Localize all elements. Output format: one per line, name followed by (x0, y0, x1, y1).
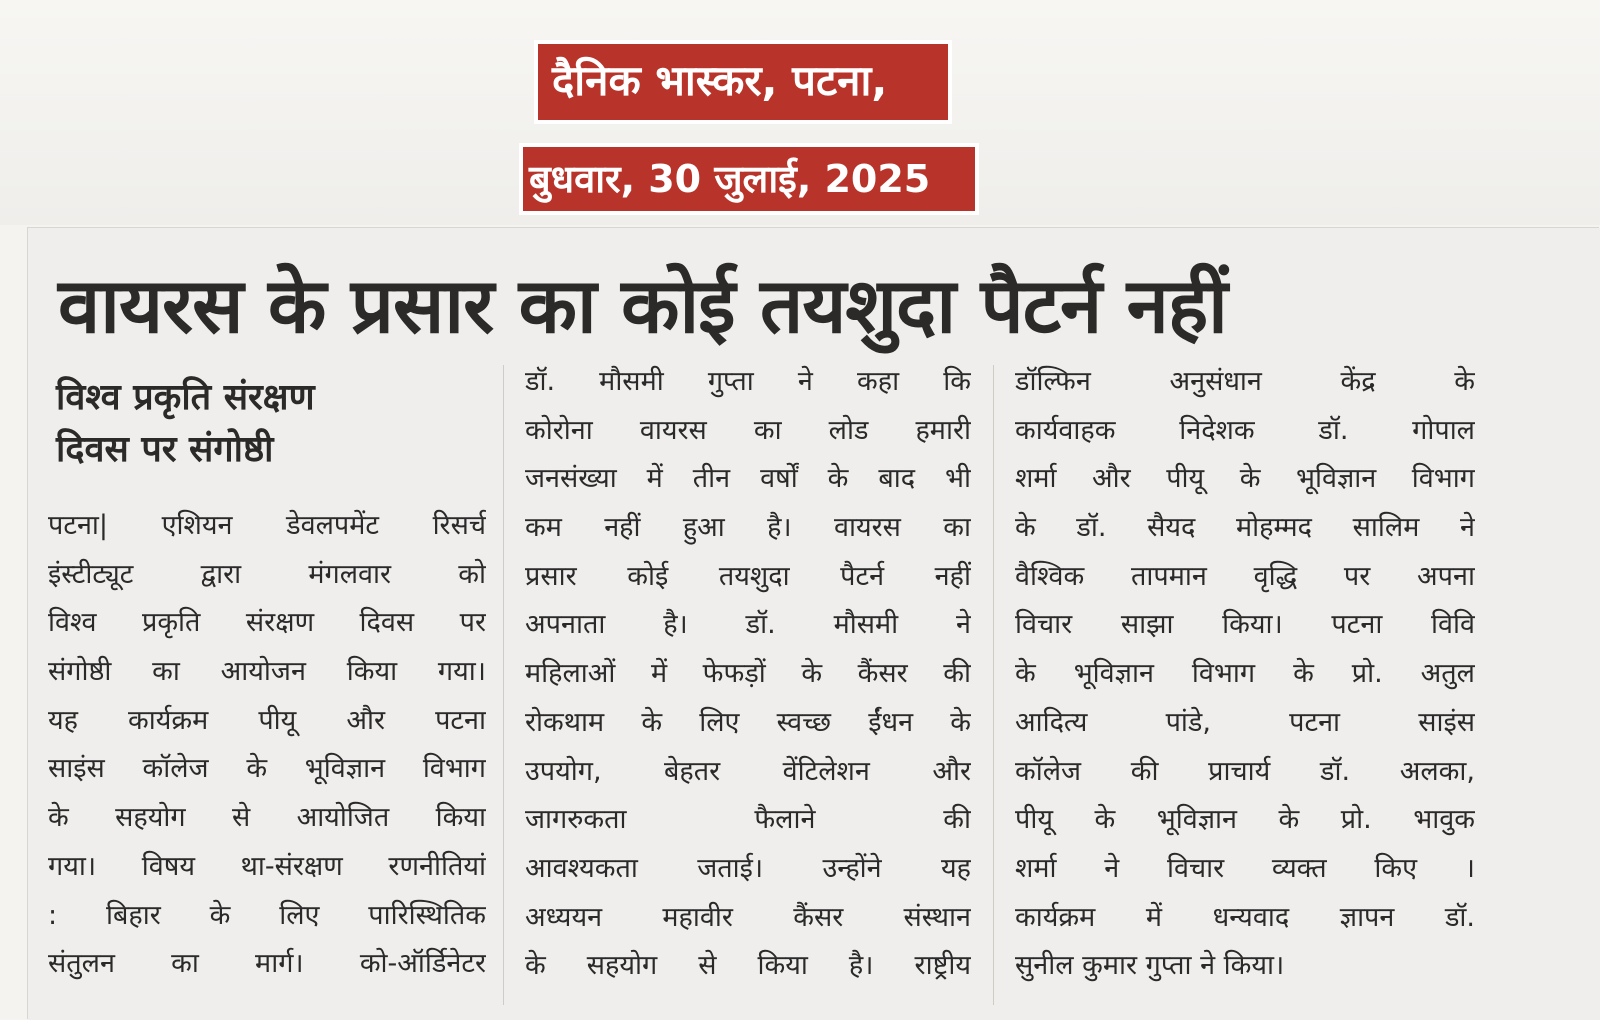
article-column-3 (1015, 358, 1475, 991)
text-line: यह कार्यक्रम पीयू और पटना (48, 704, 486, 736)
text-line: आदित्य पांडे, पटना साइंस (1015, 706, 1475, 738)
text-line: कार्यवाहक निदेशक डॉ. गोपाल (1015, 414, 1475, 446)
text-line: कॉलेज की प्राचार्य डॉ. अलका, (1015, 755, 1475, 787)
text-line: महिलाओं में फेफड़ों के कैंसर की (525, 658, 971, 690)
article-subheadline (56, 372, 496, 476)
text-line: डॉ. मौसमी गुप्ता ने कहा कि (525, 366, 971, 397)
text-line: सुनील कुमार गुप्ता ने किया। (1015, 950, 1285, 982)
text-line: के सहयोग से आयोजित किया (48, 802, 486, 834)
text-line: साइंस कॉलेज के भूविज्ञान विभाग (48, 753, 486, 785)
text-line: के डॉ. सैयद मोहम्मद सालिम ने (1015, 512, 1475, 544)
text-line: के सहयोग से किया है। राष्ट्रीय (525, 950, 971, 982)
text-line: : बिहार के लिए पारिस्थितिक (48, 899, 486, 931)
text-line: डॉल्फिन अनुसंधान केंद्र के (1015, 366, 1475, 397)
text-line: पीयू के भूविज्ञान के प्रो. भावुक (1015, 804, 1475, 836)
subheadline-line: दिवस पर संगोष्ठी (56, 429, 274, 470)
text-line: विचार साझा किया। पटना विवि (1015, 609, 1475, 641)
text-line: के भूविज्ञान विभाग के प्रो. अतुल (1015, 658, 1475, 690)
article-column-1 (48, 502, 486, 989)
newspaper-name-label: दैनिक भास्कर, पटना, (538, 44, 948, 120)
subheadline-line: विश्व प्रकृति संरक्षण (56, 377, 315, 418)
text-line: अध्ययन महावीर कैंसर संस्थान (525, 901, 971, 933)
column-divider (503, 365, 504, 1005)
column-divider (993, 365, 994, 1005)
text-line: संगोष्ठी का आयोजन किया गया। (48, 656, 486, 688)
text-line: प्रसार कोई तयशुदा पैटर्न नहीं (525, 560, 971, 592)
text-line: जनसंख्या में तीन वर्षों के बाद भी (525, 463, 971, 495)
text-line: उपयोग, बेहतर वेंटिलेशन और (525, 755, 971, 787)
text-line: कम नहीं हुआ है। वायरस का (525, 512, 971, 544)
text-line: वैश्विक तापमान वृद्धि पर अपना (1015, 560, 1475, 592)
text-line: शर्मा ने विचार व्यक्त किए । (1015, 852, 1475, 884)
text-line: इंस्टीट्यूट द्वारा मंगलवार को (48, 558, 486, 590)
article-column-2 (525, 358, 971, 991)
text-line: शर्मा और पीयू के भूविज्ञान विभाग (1015, 463, 1475, 495)
text-line: आवश्यकता जताई। उन्होंने यह (525, 852, 971, 884)
text-line: पटना| एशियन डेवलपमेंट रिसर्च (48, 510, 486, 541)
text-line: संतुलन का मार्ग। को-ऑर्डिनेटर (48, 948, 486, 980)
article-headline: वायरस के प्रसार का कोई तयशुदा पैटर्न नहीं (58, 261, 1227, 350)
text-line: रोकथाम के लिए स्वच्छ ईंधन के (525, 706, 971, 738)
text-line: गया। विषय था-संरक्षण रणनीतियां (48, 850, 486, 882)
text-line: अपनाता है। डॉ. मौसमी ने (525, 609, 971, 641)
text-line: जागरुकता फैलाने की (525, 804, 971, 836)
text-line: कोरोना वायरस का लोड हमारी (525, 414, 971, 446)
text-line: विश्व प्रकृति संरक्षण दिवस पर (48, 607, 486, 639)
publication-date-label: बुधवार, 30 जुलाई, 2025 (523, 147, 975, 211)
text-line: कार्यक्रम में धन्यवाद ज्ञापन डॉ. (1015, 901, 1475, 933)
